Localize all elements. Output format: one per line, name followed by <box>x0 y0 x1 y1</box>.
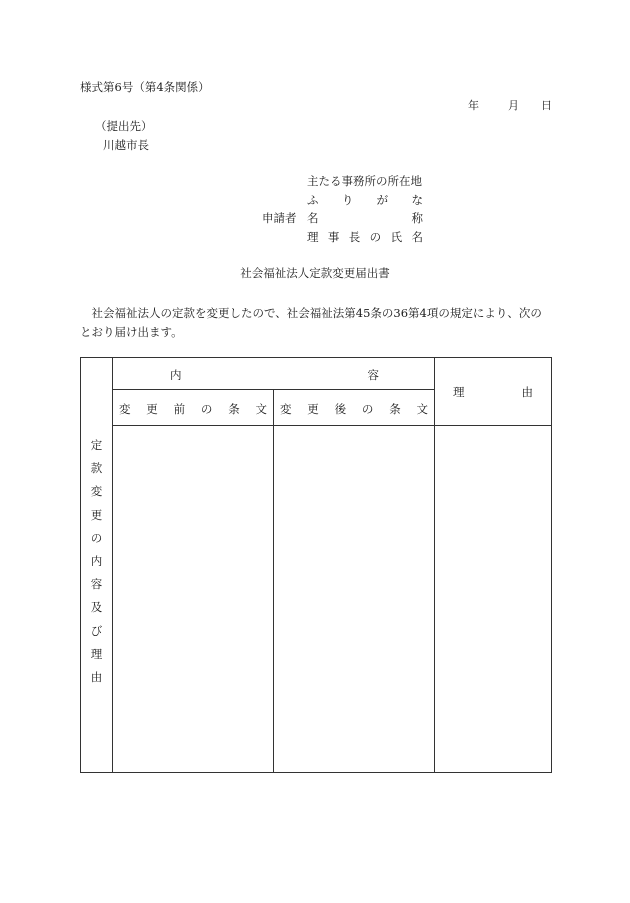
table-header-split <box>113 389 434 390</box>
corporation-name-label: 名 称 <box>307 211 423 225</box>
recipient-name: 川越市長 <box>103 138 149 152</box>
after-header: 変 更 後 の 条 文 <box>280 402 428 416</box>
document-body: 社会福祉法人の定款を変更したので、社会福祉法第45条の36第4項の規定により、次のとおり届け出ます。 <box>80 306 542 339</box>
chairman-name-label: 理 事 長 の 氏 名 <box>307 230 423 244</box>
side-label: 定 款 変 更 の 内 容 及 び 理 由 <box>90 438 103 684</box>
furigana-label: ふ り が な <box>307 193 423 207</box>
content-header: 内 容 <box>170 368 379 382</box>
after-text-cell[interactable] <box>274 426 434 772</box>
before-text-cell[interactable] <box>113 426 273 772</box>
date-year-label: 年 <box>468 99 479 112</box>
date-day-label: 日 <box>541 99 552 112</box>
amendment-table <box>80 357 552 773</box>
before-header: 変 更 前 の 条 文 <box>119 402 267 416</box>
document-title: 社会福祉法人定款変更届出書 <box>240 266 390 280</box>
recipient-label: （提出先） <box>95 119 153 133</box>
reason-header: 理 由 <box>453 385 533 399</box>
reason-cell[interactable] <box>435 426 551 772</box>
applicant-role-label: 申請者 <box>262 211 297 225</box>
office-location-label: 主たる事務所の所在地 <box>307 174 422 188</box>
form-number: 様式第6号（第4条関係） <box>80 80 210 94</box>
date-month-label: 月 <box>508 99 519 112</box>
